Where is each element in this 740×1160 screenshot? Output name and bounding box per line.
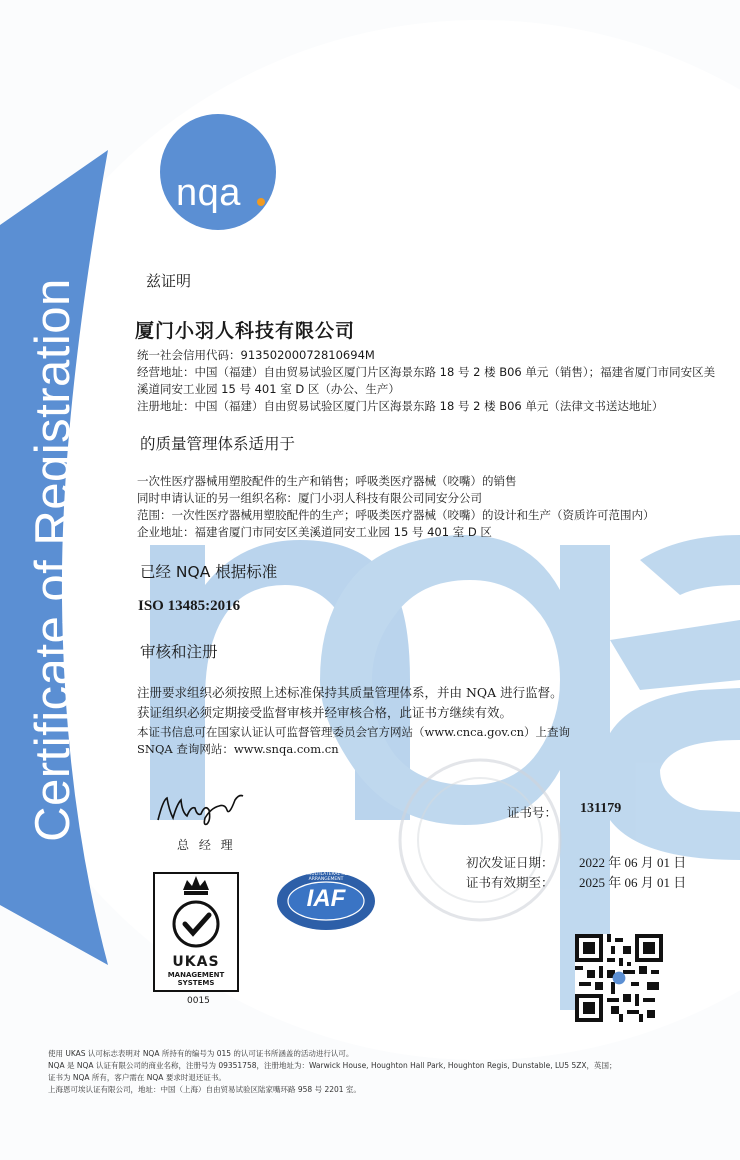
expiry-label: 证书有效期至： [466,875,554,890]
scope-line-2: 同时申请认证的另一组织名称：厦门小羽人科技有限公司同安分公司 [137,491,482,505]
business-address-line-2: 溪道同安工业园 15 号 401 室 D 区（办公、生产） [137,382,400,396]
scope-line-3: 范围：一次性医疗器械用塑胶配件的生产；呼吸类医疗器械（咬嘴）的设计和生产（资质许可范围内） [137,508,655,522]
scope-line-4: 企业地址：福建省厦门市同安区美溪道同安工业园 15 号 401 室 D 区 [137,525,492,539]
iaf-text: IAF [306,885,346,912]
crown-check-icon [153,872,239,956]
note-line-2: 获证组织必须定期接受监督审核并经审核合格，此证书方继续有效。 [137,705,513,720]
registered-address: 注册地址：中国（福建）自由贸易试验区厦门片区海景东路 18 号 2 楼 B06 单元（法律文书送达地址） [137,399,664,413]
nqa-logo-dot [257,198,265,206]
signatory-title: 总 经 理 [177,838,236,852]
company-name: 厦门小羽人科技有限公司 [135,320,356,342]
side-title-vertical: Certificate of Registration [26,278,80,842]
ukas-number: 0015 [187,996,210,1006]
note-line-4: SNQA 查询网站：www.snqa.com.cn [137,742,339,756]
credit-code: 统一社会信用代码：91350200072810694M [137,348,375,362]
ukas-line-1: MANAGEMENT [167,971,225,979]
cert-number: 131179 [580,801,622,816]
audit-heading: 审核和注册 [140,643,218,661]
first-issue-date: 2022 年 06 月 01 日 [579,855,687,870]
expiry-date: 2025 年 06 月 01 日 [579,875,687,890]
nqa-logo: nqa [176,172,241,214]
standard-name: ISO 13485:2016 [138,598,241,614]
hereby-certify-text: 兹证明 [146,272,192,290]
note-line-1: 注册要求组织必须按照上述标准保持其质量管理体系，并由 NQA 进行监督。 [137,685,563,700]
according-to-text: 已经 NQA 根据标准 [140,563,278,581]
qr-code [575,934,663,1022]
footer-line-1: 使用 UKAS 认可标志表明对 NQA 所持有的编号为 015 的认可证书所涵盖的活动进行认可。 [48,1049,354,1058]
note-line-3: 本证书信息可在国家认证认可监督管理委员会官方网站（www.cnca.gov.cn）上查询 [137,725,571,739]
ukas-name: UKAS [172,954,220,970]
business-address-line-1: 经营地址：中国（福建）自由贸易试验区厦门片区海景东路 18 号 2 楼 B06 单元（销售）；福建省厦门市同安区美 [137,365,716,379]
signature-image [155,790,245,830]
ukas-line-2: SYSTEMS [177,979,215,987]
footer-line-2: NQA 是 NQA 认证有限公司的商业名称，注册号为 09351758，注册地址为：Warwick House, Houghton Hall Park, Houghton Regis, Dunstable, LU5 5ZX，英国； [48,1061,617,1070]
ukas-badge [153,872,239,992]
iaf-ring-text: MEMBER OF MULTILATERAL RECOGNITION ARRANGEMENT [278,872,374,882]
footer-line-3: 证书为 NQA 所有，客户需在 NQA 要求时退还证书。 [48,1073,226,1082]
first-issue-label: 初次发证日期： [466,855,554,870]
iaf-logo [275,870,377,936]
cert-number-label: 证书号： [507,805,558,820]
footer-line-4: 上海恩可埃认证有限公司，地址：中国（上海）自由贸易试验区陆家嘴环路 958 号 2201 室。 [48,1085,361,1094]
qms-heading: 的质量管理体系适用于 [140,435,296,453]
scope-line-1: 一次性医疗器械用塑胶配件的生产和销售；呼吸类医疗器械（咬嘴）的销售 [137,474,517,488]
